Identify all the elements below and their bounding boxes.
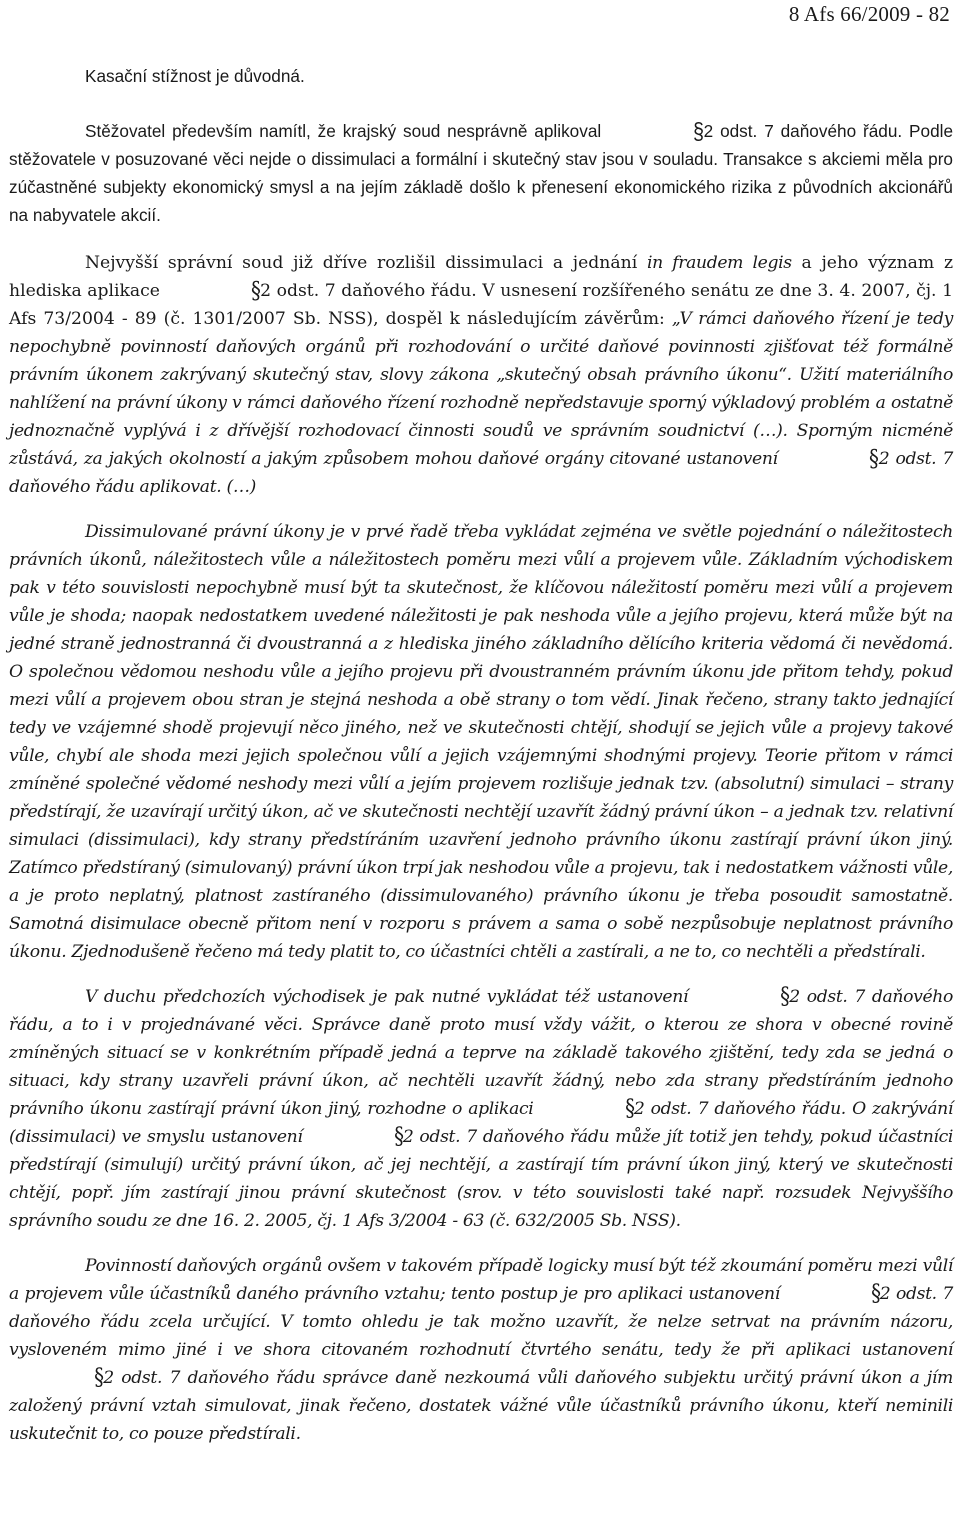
- paragraph-2-text-a: Stěžovatel především namítl, že krajský soud nesprávně aplikoval: [85, 121, 602, 141]
- section-sign: §: [624, 1095, 635, 1123]
- paragraph-2: [9, 117, 953, 229]
- paragraph-6-text-c: 2 odst. 7 daňového řádu správce daně nezkoumá vůli daňového subjektu určitý právní úkon a jím založený právní vztah simulovat, jinak řečeno, dostatek vážné vůle účastníků právního úkonu, kteří neminili uskutečnit to, co pouze předstírali.: [9, 1368, 953, 1444]
- paragraph-2-text-b: 2 odst. 7 daňového řádu. Podle stěžovatele v posuzované věci nejde o dissimulaci a formální i skutečný stav jsou v souladu. Transakce s akciemi měla pro zúčastněné subjekty ekonomický smysl a na jejím základě došlo k přenesení ekonomického rizika z původních akcionářů na nabyvatele akcií.: [9, 121, 953, 225]
- section-sign: §: [693, 117, 705, 145]
- paragraph-3-latin-term: in fraudem legis: [646, 253, 792, 273]
- paragraph-5: [9, 983, 953, 1235]
- paragraph-6-text-a: Povinností daňových orgánů ovšem v takovém případě logicky musí být též zkoumání poměru mezi vůlí a projevem vůle účastníků daného právního vztahu; tento postup je pro aplikaci ustanovení: [9, 1256, 953, 1304]
- paragraph-5-text-d: 2 odst. 7 daňového řádu může jít totiž jen tehdy, pokud účastníci předstírají (simulují) určitý právní úkon, ač jej nechtějí, a zastírají tím právní úkon jiný, který ve skutečnosti chtějí, popř. jím zastírají jinou právní skutečnost (srov. v této souvislosti také např. rozsudek Nejvyššího správního soudu ze dne 16. 2. 2005, čj. 1 Afs 3/2004 - 63 (č. 632/2005 Sb. NSS).: [9, 1127, 953, 1231]
- paragraph-4: [9, 518, 953, 966]
- paragraph-5-text-a: V duchu předchozích východisek je pak nutné vykládat též ustanovení: [85, 987, 689, 1007]
- paragraph-5-text-c: 2 odst. 7 daňového řádu. O zakrývání (dissimulaci) ve smyslu ustanovení: [9, 1099, 953, 1147]
- document-body: [9, 62, 953, 1448]
- case-number-header: 8 Afs 66/2009 - 82: [788, 2, 950, 26]
- section-sign: §: [250, 277, 261, 305]
- paragraph-3-text-c: 2 odst. 7 daňového řádu. V usnesení rozšířeného senátu ze dne 3. 4. 2007, čj. 1 Afs 73/2004 - 89 (č. 1301/2007 Sb. NSS), dospěl k následujícím závěrům:: [9, 281, 953, 329]
- paragraph-3-quote-a: „V rámci daňového řízení je tedy nepochybně povinností daňových orgánů při rozhodování o určité daňové povinnosti zjišťovat též formálně právním úkonem zakrývaný skutečný stav, slovy zákona „skutečný obsah právního úkonu“. Užití materiálního nahlížení na právní úkony v rámci daňového řízení rozhodně nepředstavuje sporný výkladový problém a ostatně jednoznačně vyplývá i z dřívější rozhodovací činnosti soudů ve správním soudnictví (…). Sporným nicméně zůstává, za jakých okolností a jakým způsobem mohou daňové orgány citované ustanovení: [9, 309, 954, 469]
- paragraph-3-quote-b: 2 odst. 7 daňového řádu aplikovat. (…): [9, 449, 953, 497]
- paragraph-1-text: Kasační stížnost je důvodná.: [85, 66, 305, 86]
- paragraph-3-text-b: a jeho význam z hlediska aplikace: [9, 253, 954, 301]
- section-sign: §: [870, 1280, 881, 1308]
- section-sign: §: [869, 445, 880, 473]
- section-sign: §: [780, 983, 790, 1011]
- paragraph-6: [9, 1252, 953, 1448]
- paragraph-1: [9, 62, 953, 90]
- paragraph-5-text-b: 2 odst. 7 daňového řádu, a to i v projednávané věci. Správce daně proto musí vždy vážit, o kterou ze shora v obecné rovině zmíněných situací se v konkrétním případě jedná a teprve na základě takového zjištění, tedy zda se jedná o situaci, kdy strany uzavřeli právní úkon, ač nechtěli uzavřít žádný, nebo zda strany předstíráním jednoho právního úkonu zastírají právní úkon jiný, rozhodne o aplikaci: [9, 987, 953, 1119]
- section-sign: §: [94, 1364, 104, 1392]
- paragraph-3-text-a: Nejvyšší správní soud již dříve rozlišil dissimulaci a jednání: [85, 253, 638, 273]
- paragraph-3: [9, 249, 953, 501]
- section-sign: §: [393, 1123, 404, 1151]
- paragraph-4-text: Dissimulované právní úkony je v prvé řadě třeba vykládat zejména ve světle pojednání o náležitostech právních úkonů, náležitostech vůle a náležitostech poměru mezi vůlí a projevem vůle. Základním východiskem pak v této souvislosti nepochybně musí být ta skutečnost, že klíčovou náležitostí poměru mezi vůlí a projevem vůle je shoda; naopak nedostatkem uvedené náležitosti je pak neshoda vůle a jejího projevu, která může být na jedné straně jednostranná či dvoustranná a z hlediska jiného základního dělícího kriteria vědomá či nevědomá. O společnou vědomou neshodu vůle a jejího projevu při dvoustranném právním úkonu jde přitom tehdy, pokud mezi vůlí a projevem obou stran je stejná neshoda a obě strany o tom vědí. Jinak řečeno, strany takto jednající tedy ve vzájemné shodě projevují něco jiného, než ve skutečnosti chtějí, shodují se jejich vůle a projevy takové vůle, chybí ale shoda mezi jejich společnou vůlí a jejich vzájemnými shodnými projevy. Teorie přitom v rámci zmíněné společné vědomé neshody mezi vůlí a jejím projevem rozlišuje jednak tzv. (absolutní) simulaci – strany předstírají, že uzavírají určitý úkon, ač ve skutečnosti nechtějí uzavřít žádný právní úkon – a jednak tzv. relativní simulaci (dissimulaci), kdy strany předstíráním uzavření jednoho právního úkonu zastírají právní úkon jiný. Zatímco předstíraný (simulovaný) právní úkon trpí jak neshodou vůle a projevu, tak i nedostatkem vážnosti vůle, a je proto neplatný, platnost zastíraného (dissimulovaného) právního úkonu je třeba posoudit samostatně. Samotná disimulace obecně přitom není v rozporu s právem a sama o sobě nezpůsobuje neplatnost právního úkonu. Zjednodušeně řečeno má tedy platit to, co účastníci chtěli a zastírali, a ne to, co nechtěli a předstírali.: [9, 522, 953, 962]
- paragraph-6-text-b: 2 odst. 7 daňového řádu zcela určující. V tomto ohledu je tak možno uzavřít, že nelze setrvat na právním názoru, vysloveném mimo jiné i ve shora citovaném rozhodnutí čtvrtého senátu, tedy že při aplikaci ustanovení: [9, 1284, 953, 1360]
